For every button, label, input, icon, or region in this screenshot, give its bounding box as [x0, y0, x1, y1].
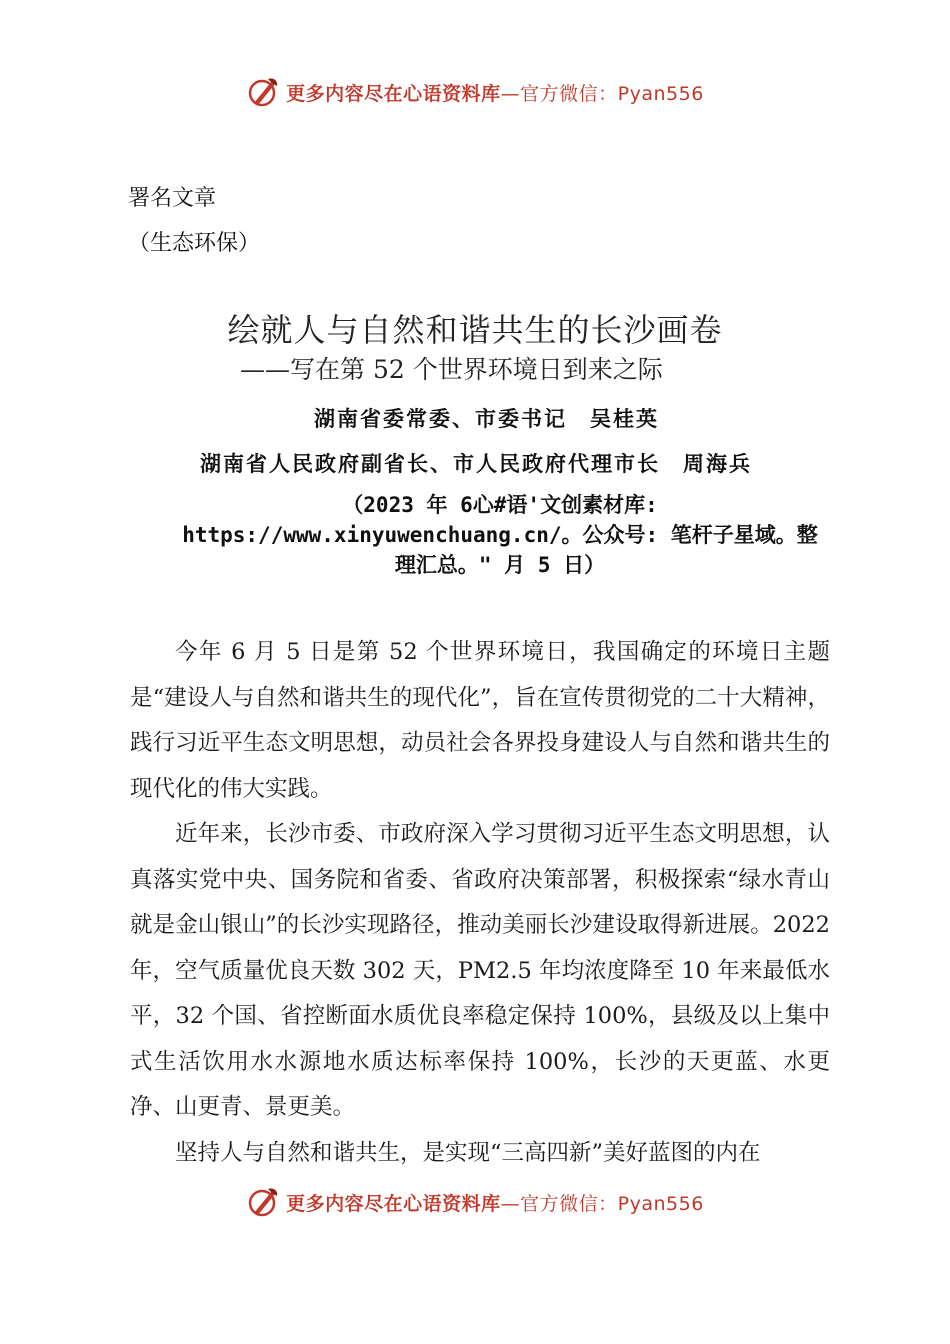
note-line-1: （2023 年 6心#语'文创素材库:: [342, 493, 658, 517]
article-category: （生态环保）: [128, 231, 261, 256]
banner-title: 更多内容尽在心语资料库: [286, 82, 501, 105]
date-source-note: [130, 490, 870, 580]
footer-banner: [0, 1182, 950, 1222]
article-subtitle: ——写在第 52 个世界环境日到来之际: [240, 355, 663, 384]
author-line-1: 湖南省委常委、市委书记 吴桂英: [314, 406, 659, 431]
author-line-2: 湖南省人民政府副省长、市人民政府代理市长 周海兵: [200, 451, 752, 476]
quill-pen-circle-icon: [246, 75, 280, 109]
banner-contact: 官方微信：Pyan556: [520, 1192, 704, 1215]
note-line-3: 理汇总。" 月 5 日）: [394, 553, 606, 577]
article-title: 绘就人与自然和谐共生的长沙画卷: [227, 311, 723, 349]
banner-title: 更多内容尽在心语资料库: [286, 1192, 501, 1215]
quill-pen-circle-icon: [246, 1185, 280, 1219]
header-banner: [0, 72, 950, 112]
paragraph: 近年来，长沙市委、市政府深入学习贯彻习近平生态文明思想，认真落实党中央、国务院和省委、省政府决策部署，积极探索“绿水青山就是金山银山”的长沙实现路径，推动美丽长沙建设取得新进展。2022 年，空气质量优良天数 302 天，PM2.5 年均浓度降至 10 年来最低水平，32 个国、省控断面水质优良率稳定保持 100%，县级及以上集中式生活饮用水水源地水质达标率保持 100%，长沙的天更蓝、水更净、山更青、景更美。: [130, 821, 830, 1120]
note-line-2: https://www.xinyuwenchuang.cn/。公众号: 笔杆子星域。整: [182, 523, 818, 547]
paragraph: 坚持人与自然和谐共生，是实现“三高四新”美好蓝图的内在: [175, 1139, 761, 1166]
banner-text: [286, 79, 704, 106]
banner-contact: 官方微信：Pyan556: [520, 82, 704, 105]
banner-separator: —: [500, 1192, 521, 1215]
banner-separator: —: [500, 82, 521, 105]
article-type: 署名文章: [128, 186, 217, 211]
article-body: [130, 630, 830, 1176]
paragraph: 今年 6 月 5 日是第 52 个世界环境日，我国确定的环境日主题是“建设人与自然和谐共生的现代化”，旨在宣传贯彻党的二十大精神，践行习近平生态文明思想，动员社会各界投身建设人与自然和谐共生的现代化的伟大实践。: [130, 639, 830, 802]
banner-text: [286, 1189, 704, 1216]
